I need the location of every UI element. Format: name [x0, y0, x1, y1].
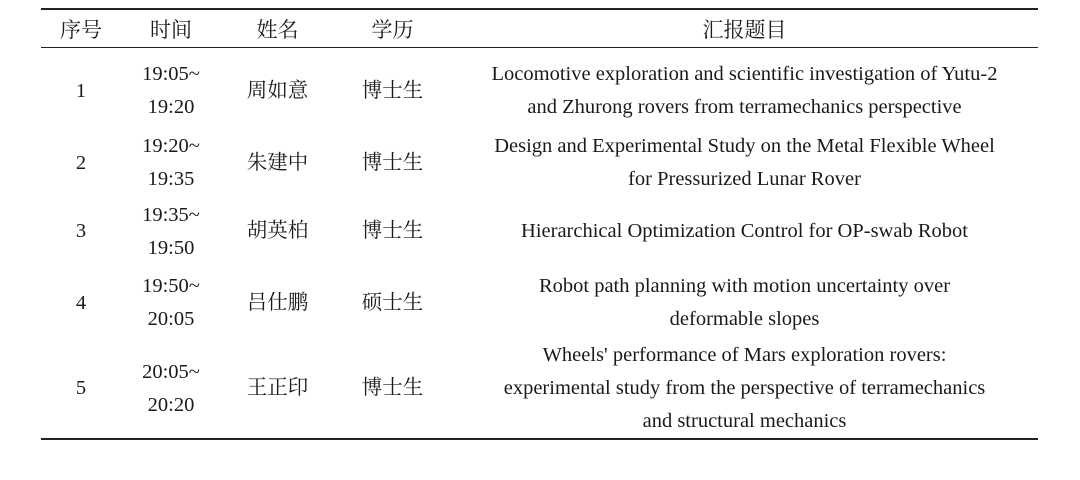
table-row [41, 339, 1038, 439]
title-line: deformable slopes [669, 308, 820, 330]
table-header-row [41, 9, 1038, 48]
cell-title [451, 267, 1038, 339]
cell-time [121, 267, 221, 339]
schedule-table [41, 8, 1038, 440]
header-title: 汇报题目 [451, 9, 1038, 48]
table-row [41, 267, 1038, 339]
cell-name: 胡英柏 [246, 220, 309, 242]
cell-no: 1 [75, 79, 87, 102]
header-name: 姓名 [221, 9, 334, 48]
title-line: experimental study from the perspective of terramechanics [503, 377, 986, 399]
cell-no: 5 [41, 339, 121, 439]
time-end: 19:20 [147, 96, 195, 118]
cell-degree: 硕士生 [361, 291, 424, 314]
cell-time [121, 48, 221, 131]
header-degree: 学历 [334, 9, 451, 48]
cell-title [451, 48, 1038, 131]
cell-time [121, 339, 221, 439]
title-line: Hierarchical Optimization Control for OP-swab Robot [521, 220, 968, 242]
cell-name: 朱建中 [246, 151, 309, 174]
time-start: 19:35~ [142, 203, 200, 226]
time-end: 19:50 [147, 236, 195, 259]
cell-time [121, 196, 221, 267]
table-row [41, 196, 1038, 267]
cell-name: 周如意 [246, 79, 309, 102]
header-no: 序号 [41, 9, 121, 48]
time-start: 19:50~ [142, 275, 200, 297]
cell-no: 3 [75, 220, 87, 242]
cell-degree: 博士生 [361, 79, 424, 102]
title-line: Robot path planning with motion uncertainty over [538, 275, 951, 297]
cell-no: 4 [75, 291, 87, 314]
title-line: and Zhurong rovers from terramechanics perspective [527, 96, 962, 118]
cell-title [451, 130, 1038, 196]
cell-name: 王正印 [221, 339, 334, 439]
table-row [41, 48, 1038, 131]
time-start: 19:05~ [142, 63, 200, 85]
cell-title [451, 196, 1038, 267]
title-line: and structural mechanics [642, 410, 847, 432]
cell-degree: 博士生 [334, 339, 451, 439]
cell-name: 吕仕鹏 [246, 291, 309, 314]
time-end: 20:05 [147, 308, 195, 330]
schedule-table-container [41, 8, 1038, 440]
table-row [41, 130, 1038, 196]
cell-title [451, 339, 1038, 439]
cell-time [121, 130, 221, 196]
time-start: 20:05~ [142, 360, 200, 383]
title-line: Locomotive exploration and scientific investigation of Yutu-2 [491, 63, 998, 85]
time-end: 20:20 [147, 393, 195, 416]
title-line: Design and Experimental Study on the Metal Flexible Wheel [494, 135, 995, 157]
time-end: 19:35 [147, 168, 195, 190]
cell-degree: 博士生 [361, 220, 424, 242]
title-line: Wheels' performance of Mars exploration rovers: [542, 344, 947, 366]
header-time: 时间 [121, 9, 221, 48]
cell-no: 2 [75, 151, 87, 174]
title-line: for Pressurized Lunar Rover [628, 168, 861, 190]
cell-degree: 博士生 [361, 151, 424, 174]
time-start: 19:20~ [142, 135, 200, 157]
